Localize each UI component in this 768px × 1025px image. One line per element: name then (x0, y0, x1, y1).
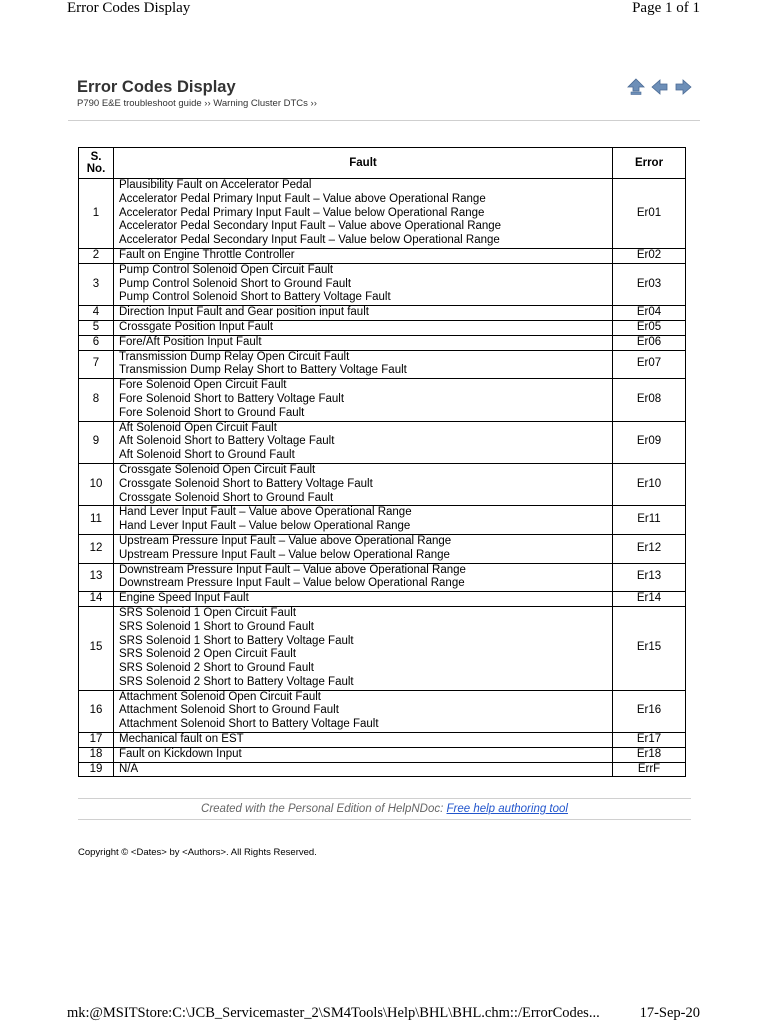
row-serial-number: 15 (79, 606, 114, 690)
row-fault-description (114, 463, 613, 505)
fault-line: Upstream Pressure Input Fault – Value below Operational Range (119, 548, 450, 561)
table-body (79, 179, 686, 777)
table-row (79, 335, 686, 350)
row-serial-number: 14 (79, 592, 114, 607)
row-error-code: Er12 (613, 534, 686, 563)
row-serial-number: 6 (79, 335, 114, 350)
topic-header (68, 78, 700, 121)
fault-line: N/A (119, 762, 139, 775)
print-header-page-number: Page 1 of 1 (632, 0, 700, 16)
row-fault-description (114, 506, 613, 535)
breadcrumb[interactable]: P790 E&E troubleshoot guide ›› Warning Cluster DTCs ›› (77, 98, 317, 109)
row-serial-number: 5 (79, 320, 114, 335)
row-fault-description (114, 335, 613, 350)
table-row (79, 733, 686, 748)
fault-line: SRS Solenoid 1 Short to Battery Voltage Fault (119, 634, 354, 647)
table-row (79, 506, 686, 535)
fault-line: Plausibility Fault on Accelerator Pedal (119, 179, 312, 191)
row-error-code: Er07 (613, 350, 686, 379)
fault-line: Accelerator Pedal Primary Input Fault – Value above Operational Range (119, 192, 486, 205)
row-serial-number: 3 (79, 263, 114, 305)
next-arrow-icon[interactable] (674, 78, 692, 96)
row-error-code: Er01 (613, 179, 686, 249)
row-error-code: Er11 (613, 506, 686, 535)
fault-line: SRS Solenoid 2 Short to Ground Fault (119, 662, 314, 675)
row-error-code: Er17 (613, 733, 686, 748)
row-error-code: Er08 (613, 379, 686, 421)
row-serial-number: 11 (79, 506, 114, 535)
table-row (79, 179, 686, 249)
fault-line: Attachment Solenoid Open Circuit Fault (119, 690, 321, 703)
row-fault-description (114, 534, 613, 563)
row-fault-description (114, 592, 613, 607)
fault-line: Crossgate Position Input Fault (119, 320, 274, 333)
column-header-sno-line1: S. (90, 151, 102, 163)
row-fault-description (114, 248, 613, 263)
row-fault-description (114, 421, 613, 463)
row-fault-description (114, 379, 613, 421)
fault-line: Crossgate Solenoid Short to Battery Voltage Fault (119, 477, 373, 490)
row-serial-number: 10 (79, 463, 114, 505)
table-row (79, 421, 686, 463)
row-fault-description (114, 263, 613, 305)
row-serial-number: 12 (79, 534, 114, 563)
fault-line: Transmission Dump Relay Open Circuit Fault (119, 350, 350, 363)
column-header-sno-line2: No. (86, 163, 106, 175)
column-header-fault: Fault (114, 148, 613, 179)
row-fault-description (114, 563, 613, 592)
row-error-code: Er09 (613, 421, 686, 463)
row-serial-number: 17 (79, 733, 114, 748)
fault-line: SRS Solenoid 2 Open Circuit Fault (119, 648, 297, 661)
table-row (79, 248, 686, 263)
row-serial-number: 7 (79, 350, 114, 379)
fault-line: Hand Lever Input Fault – Value below Operational Range (119, 520, 411, 533)
fault-line: Fore Solenoid Open Circuit Fault (119, 379, 287, 392)
row-serial-number: 4 (79, 306, 114, 321)
table-row (79, 379, 686, 421)
fault-line: Pump Control Solenoid Open Circuit Fault (119, 263, 334, 276)
table-row (79, 690, 686, 732)
fault-line: Downstream Pressure Input Fault – Value above Operational Range (119, 563, 466, 576)
fault-line: Fore/Aft Position Input Fault (119, 335, 262, 348)
table-row (79, 463, 686, 505)
row-error-code: Er10 (613, 463, 686, 505)
row-fault-description (114, 320, 613, 335)
fault-line: SRS Solenoid 1 Short to Ground Fault (119, 620, 314, 633)
row-serial-number: 9 (79, 421, 114, 463)
error-codes-table (78, 147, 686, 777)
row-error-code: Er16 (613, 690, 686, 732)
column-header-error: Error (613, 148, 686, 179)
fault-line: Aft Solenoid Short to Ground Fault (119, 449, 295, 462)
row-serial-number: 16 (79, 690, 114, 732)
fault-line: Crossgate Solenoid Open Circuit Fault (119, 463, 316, 476)
row-error-code: Er05 (613, 320, 686, 335)
row-error-code: Er03 (613, 263, 686, 305)
print-header-title: Error Codes Display (67, 0, 191, 16)
print-footer-url: mk:@MSITStore:C:\JCB_Servicemaster_2\SM4Tools\Help\BHL\BHL.chm::/ErrorCodes... (67, 1005, 600, 1021)
fault-line: Direction Input Fault and Gear position input fault (119, 306, 369, 319)
row-serial-number: 13 (79, 563, 114, 592)
row-fault-description (114, 762, 613, 777)
fault-line: Mechanical fault on EST (119, 733, 244, 746)
print-header (0, 0, 768, 20)
table-row (79, 606, 686, 690)
row-error-code: ErrF (613, 762, 686, 777)
page-title: Error Codes Display (77, 78, 236, 96)
row-error-code: Er13 (613, 563, 686, 592)
fault-line: Fault on Engine Throttle Controller (119, 248, 295, 261)
row-serial-number: 2 (79, 248, 114, 263)
table-row (79, 747, 686, 762)
copyright-notice: Copyright © <Dates> by <Authors>. All Rights Reserved. (78, 847, 317, 858)
helpndoc-text: Created with the Personal Edition of HelpNDoc: (201, 803, 447, 815)
print-footer (0, 1005, 768, 1025)
fault-line: Crossgate Solenoid Short to Ground Fault (119, 491, 334, 504)
fault-line: Transmission Dump Relay Short to Battery Voltage Fault (119, 364, 407, 377)
table-row (79, 350, 686, 379)
row-fault-description (114, 350, 613, 379)
table-row (79, 320, 686, 335)
row-error-code: Er04 (613, 306, 686, 321)
fault-line: Attachment Solenoid Short to Ground Fault (119, 704, 339, 717)
table-row (79, 563, 686, 592)
row-error-code: Er14 (613, 592, 686, 607)
row-fault-description (114, 606, 613, 690)
row-error-code: Er02 (613, 248, 686, 263)
fault-line: Accelerator Pedal Primary Input Fault – Value below Operational Range (119, 206, 485, 219)
fault-line: Aft Solenoid Open Circuit Fault (119, 421, 277, 434)
print-footer-date: 17-Sep-20 (639, 1005, 700, 1021)
fault-line: Accelerator Pedal Secondary Input Fault – Value below Operational Range (119, 234, 500, 247)
fault-line: Attachment Solenoid Short to Battery Voltage Fault (119, 718, 379, 731)
table-row (79, 263, 686, 305)
row-error-code: Er06 (613, 335, 686, 350)
fault-line: Pump Control Solenoid Short to Ground Fault (119, 277, 352, 290)
fault-line: SRS Solenoid 1 Open Circuit Fault (119, 606, 297, 619)
row-fault-description (114, 306, 613, 321)
row-error-code: Er18 (613, 747, 686, 762)
topic-navigation (626, 78, 692, 98)
fault-line: Upstream Pressure Input Fault – Value above Operational Range (119, 534, 452, 547)
table-row (79, 534, 686, 563)
table-row (79, 762, 686, 777)
row-fault-description (114, 179, 613, 249)
row-fault-description (114, 733, 613, 748)
row-fault-description (114, 747, 613, 762)
fault-line: Fore Solenoid Short to Ground Fault (119, 406, 305, 419)
up-arrow-icon[interactable] (627, 78, 645, 96)
fault-line: Aft Solenoid Short to Battery Voltage Fault (119, 435, 335, 448)
fault-line: Fore Solenoid Short to Battery Voltage Fault (119, 392, 345, 405)
helpndoc-link[interactable]: Free help authoring tool (446, 803, 568, 815)
table-row (79, 306, 686, 321)
row-fault-description (114, 690, 613, 732)
fault-line: Hand Lever Input Fault – Value above Operational Range (119, 506, 412, 519)
row-error-code: Er15 (613, 606, 686, 690)
previous-arrow-icon[interactable] (651, 78, 669, 96)
fault-line: Accelerator Pedal Secondary Input Fault – Value above Operational Range (119, 220, 502, 233)
row-serial-number: 1 (79, 179, 114, 249)
fault-line: SRS Solenoid 2 Short to Battery Voltage Fault (119, 675, 354, 688)
table-header-row (79, 148, 686, 179)
row-serial-number: 19 (79, 762, 114, 777)
fault-line: Pump Control Solenoid Short to Battery Voltage Fault (119, 291, 391, 304)
row-serial-number: 8 (79, 379, 114, 421)
fault-line: Downstream Pressure Input Fault – Value below Operational Range (119, 577, 465, 590)
fault-line: Engine Speed Input Fault (119, 592, 249, 605)
column-header-sno (79, 148, 114, 179)
fault-line: Fault on Kickdown Input (119, 747, 242, 760)
row-serial-number: 18 (79, 747, 114, 762)
helpndoc-credit (78, 798, 691, 820)
table-row (79, 592, 686, 607)
